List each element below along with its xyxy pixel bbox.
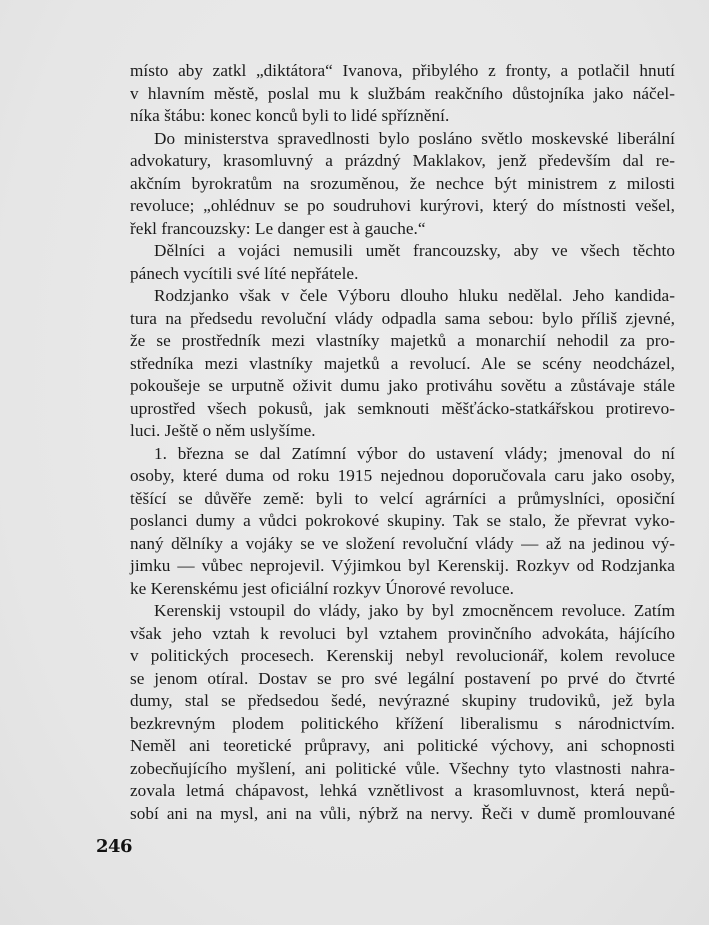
text-line: revoluce; „ohlédnuv se po soudruhovi kurýrovi, který do místnosti vešel,	[130, 196, 675, 215]
paragraph	[130, 600, 675, 825]
text-line: advokatury, krasomluvný a prázdný Maklakov, jenž především dal re-	[130, 151, 675, 170]
text-line: v politických procesech. Kerenskij nebyl revolucionář, kolem revoluce	[130, 646, 675, 665]
text-line: tura na předsedu revoluční vlády odpadla sama sebou: bylo příliš zjevné,	[130, 308, 675, 328]
paragraph	[130, 128, 675, 241]
text-line: poslanci dumy a vůdci pokrokové skupiny. Tak se stalo, že převrat vyko-	[130, 511, 675, 530]
text-line: níka štábu: konec konců byli to lidé spříznění.	[130, 106, 450, 125]
text-line: Neměl ani teoretické průpravy, ani politické výchovy, ani schopnosti	[130, 736, 675, 755]
text-line: zovala letmá chápavost, lehká vznětlivost a krasomluvnost, která nepů-	[130, 781, 675, 800]
text-line: Dělníci a vojáci nemusili umět francouzsky, aby ve všech těchto	[154, 241, 675, 260]
text-line: Kerenskij vstoupil do vlády, jako by byl zmocněncem revoluce. Zatím	[154, 601, 675, 620]
text-line: těšící se důvěře země: byli to velcí agrárníci a průmyslníci, oposiční	[130, 488, 675, 508]
text-line: v hlavním městě, poslal mu k službám reakčního důstojníka jako náčel-	[130, 83, 675, 103]
body-text	[130, 60, 675, 825]
text-line: řekl francouzsky: Le danger est à gauche.“	[130, 218, 426, 238]
text-line: se jenom otíral. Dostav se pro své legální postavení po prvé do čtvrté	[130, 668, 675, 688]
text-line: pokoušeje se urputně oživit dumu jako protiváhu sovětu a zůstávaje stále	[130, 376, 675, 395]
text-line: jimku — vůbec neprojevil. Výjimkou byl Kerenskij. Rozkyv od Rodzjanka	[130, 556, 675, 575]
text-line: místo aby zatkl „diktátora“ Ivanova, přibylého z fronty, a potlačil hnutí	[130, 61, 675, 80]
text-line: uprostřed všech pokusů, jak semknouti měšťácko-statkářskou protirevo-	[130, 398, 675, 418]
text-line: bezkrevným plodem politického křížení liberalismu s národnictvím.	[130, 713, 675, 733]
text-line: luci. Ještě o něm uslyšíme.	[130, 421, 316, 440]
text-line: ke Kerenskému jest oficiální rozkyv Únorové revoluce.	[130, 578, 514, 598]
text-line: pánech vycítili své líté nepřátele.	[130, 263, 359, 283]
paragraph	[130, 443, 675, 601]
page-number: 246	[96, 836, 133, 857]
text-line: 1. března se dal Zatímní výbor do ustavení vlády; jmenoval do ní	[154, 443, 675, 463]
paragraph	[130, 60, 675, 128]
paragraph	[130, 285, 675, 443]
text-line: sobí ani na mysl, ani na vůli, nýbrž na nervy. Řeči v dumě promlouvané	[130, 803, 675, 823]
text-line: Do ministerstva spravedlnosti bylo posláno světlo moskevské liberální	[154, 128, 675, 148]
text-line: středníka mezi vlastníky majetků a revolucí. Ale se scény neodcházel,	[130, 353, 675, 373]
text-line: zobecňujícího myšlení, ani politické vůle. Všechny tyto vlastnosti nahra-	[130, 758, 675, 778]
text-line: však jeho vztah k revoluci byl vztahem provinčního advokáta, hájícího	[130, 623, 675, 643]
text-line: Rodzjanko však v čele Výboru dlouho hluku nedělal. Jeho kandida-	[154, 286, 675, 305]
text-line: naný dělníky a vojáky se ve složení revoluční vlády — až na jedinou vý-	[130, 533, 675, 553]
text-line: akčním byrokratům na srozuměnou, že nechce být ministrem z milosti	[130, 173, 675, 193]
text-line: osoby, které duma od roku 1915 nejednou doporučovala caru jako osoby,	[130, 466, 675, 485]
paragraph	[130, 240, 675, 285]
text-line: dumy, stal se předsedou šedé, nevýrazné skupiny trudoviků, jež byla	[130, 691, 675, 710]
text-line: že se prostředník mezi vlastníky majetků a monarchií nehodil za pro-	[130, 331, 675, 350]
